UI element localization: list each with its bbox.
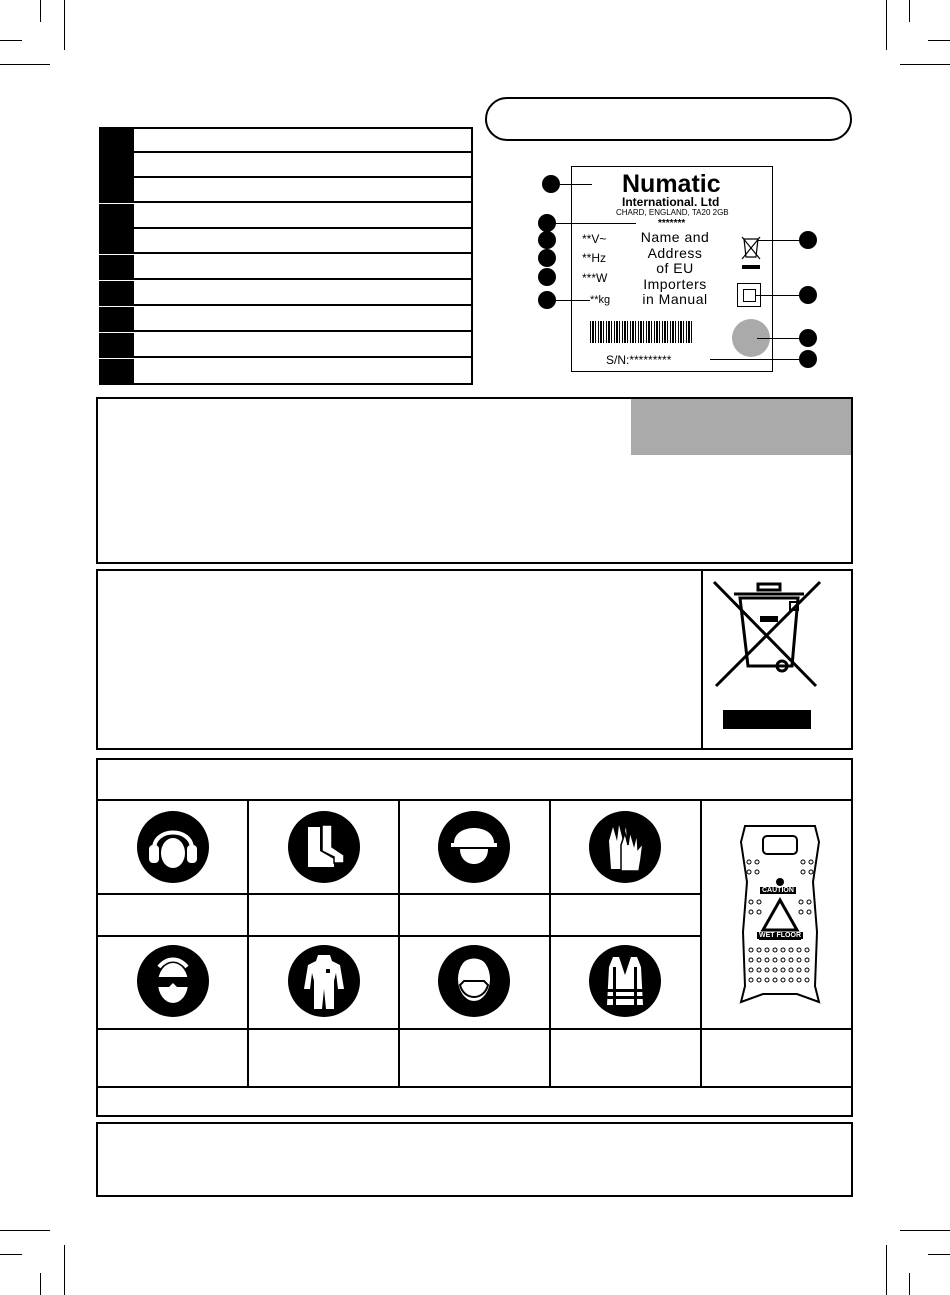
weight-rating: **kg (590, 294, 611, 306)
crop-mark (909, 1273, 910, 1295)
crop-mark (0, 1254, 22, 1255)
weee-icon (738, 233, 764, 273)
callout-line (556, 223, 636, 224)
key-number-cell (99, 204, 134, 227)
head-protection-icon (438, 811, 510, 883)
key-row (99, 229, 472, 254)
key-row (99, 128, 472, 153)
callout-marker (538, 231, 556, 249)
key-text-cell (137, 178, 472, 201)
key-text-cell (137, 333, 472, 356)
key-text-cell (137, 153, 472, 176)
crop-mark (900, 64, 950, 65)
callout-line (757, 338, 799, 339)
key-number-cell (99, 178, 134, 201)
key-row (99, 307, 472, 332)
importers-line: Importers (643, 275, 707, 292)
key-row (99, 204, 472, 229)
callout-marker (538, 291, 556, 309)
callout-marker (538, 214, 556, 232)
ppe-grid-line (700, 801, 702, 1087)
key-text-cell (137, 204, 472, 227)
key-number-cell (99, 255, 134, 278)
overalls-icon (288, 945, 360, 1017)
crop-mark (0, 64, 50, 65)
ppe-grid-line (98, 1028, 851, 1030)
callout-line (560, 184, 592, 185)
key-row (99, 281, 472, 306)
key-number-cell (99, 307, 134, 330)
key-text-cell (137, 229, 472, 252)
crop-mark (928, 1254, 950, 1255)
ppe-grid-line (98, 1086, 851, 1088)
crop-mark (0, 40, 22, 41)
weee-divider (701, 571, 703, 748)
key-number-cell (99, 128, 134, 151)
callout-line (757, 240, 799, 241)
importers-line: in Manual (642, 291, 708, 307)
gloves-icon (589, 811, 661, 883)
brand-name: Numatic (622, 170, 721, 198)
crop-mark (909, 0, 910, 22)
key-row (99, 178, 472, 203)
importers-note (632, 230, 718, 308)
key-number-cell (99, 333, 134, 356)
callout-marker (799, 231, 817, 249)
serial-number: S/N:********* (606, 353, 672, 367)
safety-boots-icon (288, 811, 360, 883)
power-rating: ***W (582, 271, 608, 285)
info-box-heading (631, 399, 851, 455)
hi-vis-vest-icon (589, 945, 661, 1017)
frequency-rating: **Hz (582, 251, 607, 265)
key-row (99, 333, 472, 358)
key-row (99, 255, 472, 280)
key-text-cell (137, 128, 472, 151)
ppe-grid-line (549, 801, 551, 1087)
caution-text: CAUTION (762, 887, 794, 894)
importers-line: of EU (656, 260, 694, 276)
ppe-grid-line (98, 799, 851, 801)
barcode (590, 321, 694, 343)
rating-label (571, 166, 773, 372)
callout-marker (799, 329, 817, 347)
ear-protection-icon (137, 811, 209, 883)
label-heading-pill (485, 97, 852, 141)
callout-marker (799, 350, 817, 368)
caution-wet-floor-sign-icon (737, 822, 823, 1010)
key-number-cell (99, 359, 134, 383)
key-row (99, 153, 472, 178)
callout-marker (542, 175, 560, 193)
key-row (99, 359, 472, 385)
bottom-box (96, 1122, 853, 1197)
crop-mark (886, 1245, 887, 1295)
callout-marker (538, 249, 556, 267)
callout-line (556, 300, 590, 301)
importers-line: Name and (640, 229, 710, 245)
crop-mark (928, 40, 950, 41)
key-number-cell (99, 229, 134, 252)
key-text-cell (137, 307, 472, 330)
key-text-cell (137, 255, 472, 278)
crop-mark (900, 1230, 950, 1231)
ppe-grid-line (398, 801, 400, 1087)
model-code: ******* (658, 218, 686, 229)
crop-mark (0, 1230, 50, 1231)
crop-mark (40, 0, 41, 22)
callout-marker (538, 268, 556, 286)
face-mask-icon (438, 945, 510, 1017)
key-text-cell (137, 281, 472, 304)
crop-mark (64, 0, 65, 50)
callout-line (756, 295, 799, 296)
crop-mark (886, 0, 887, 50)
wet-floor-text: WET FLOOR (759, 932, 801, 939)
crop-mark (64, 1245, 65, 1295)
company-address: CHARD, ENGLAND, TA20 2GB (616, 208, 729, 217)
weee-icon (712, 580, 822, 690)
key-text-cell (137, 359, 472, 383)
callout-marker (799, 286, 817, 304)
weee-bar (723, 710, 811, 729)
company-name: International. Ltd (622, 195, 720, 209)
ppe-grid-line (247, 801, 249, 1087)
importers-line: Address (647, 244, 703, 261)
key-number-cell (99, 281, 134, 304)
callout-line (710, 359, 799, 360)
crop-mark (40, 1273, 41, 1295)
eye-protection-icon (137, 945, 209, 1017)
voltage-rating: **V~ (582, 232, 607, 246)
key-number-cell (99, 153, 134, 176)
